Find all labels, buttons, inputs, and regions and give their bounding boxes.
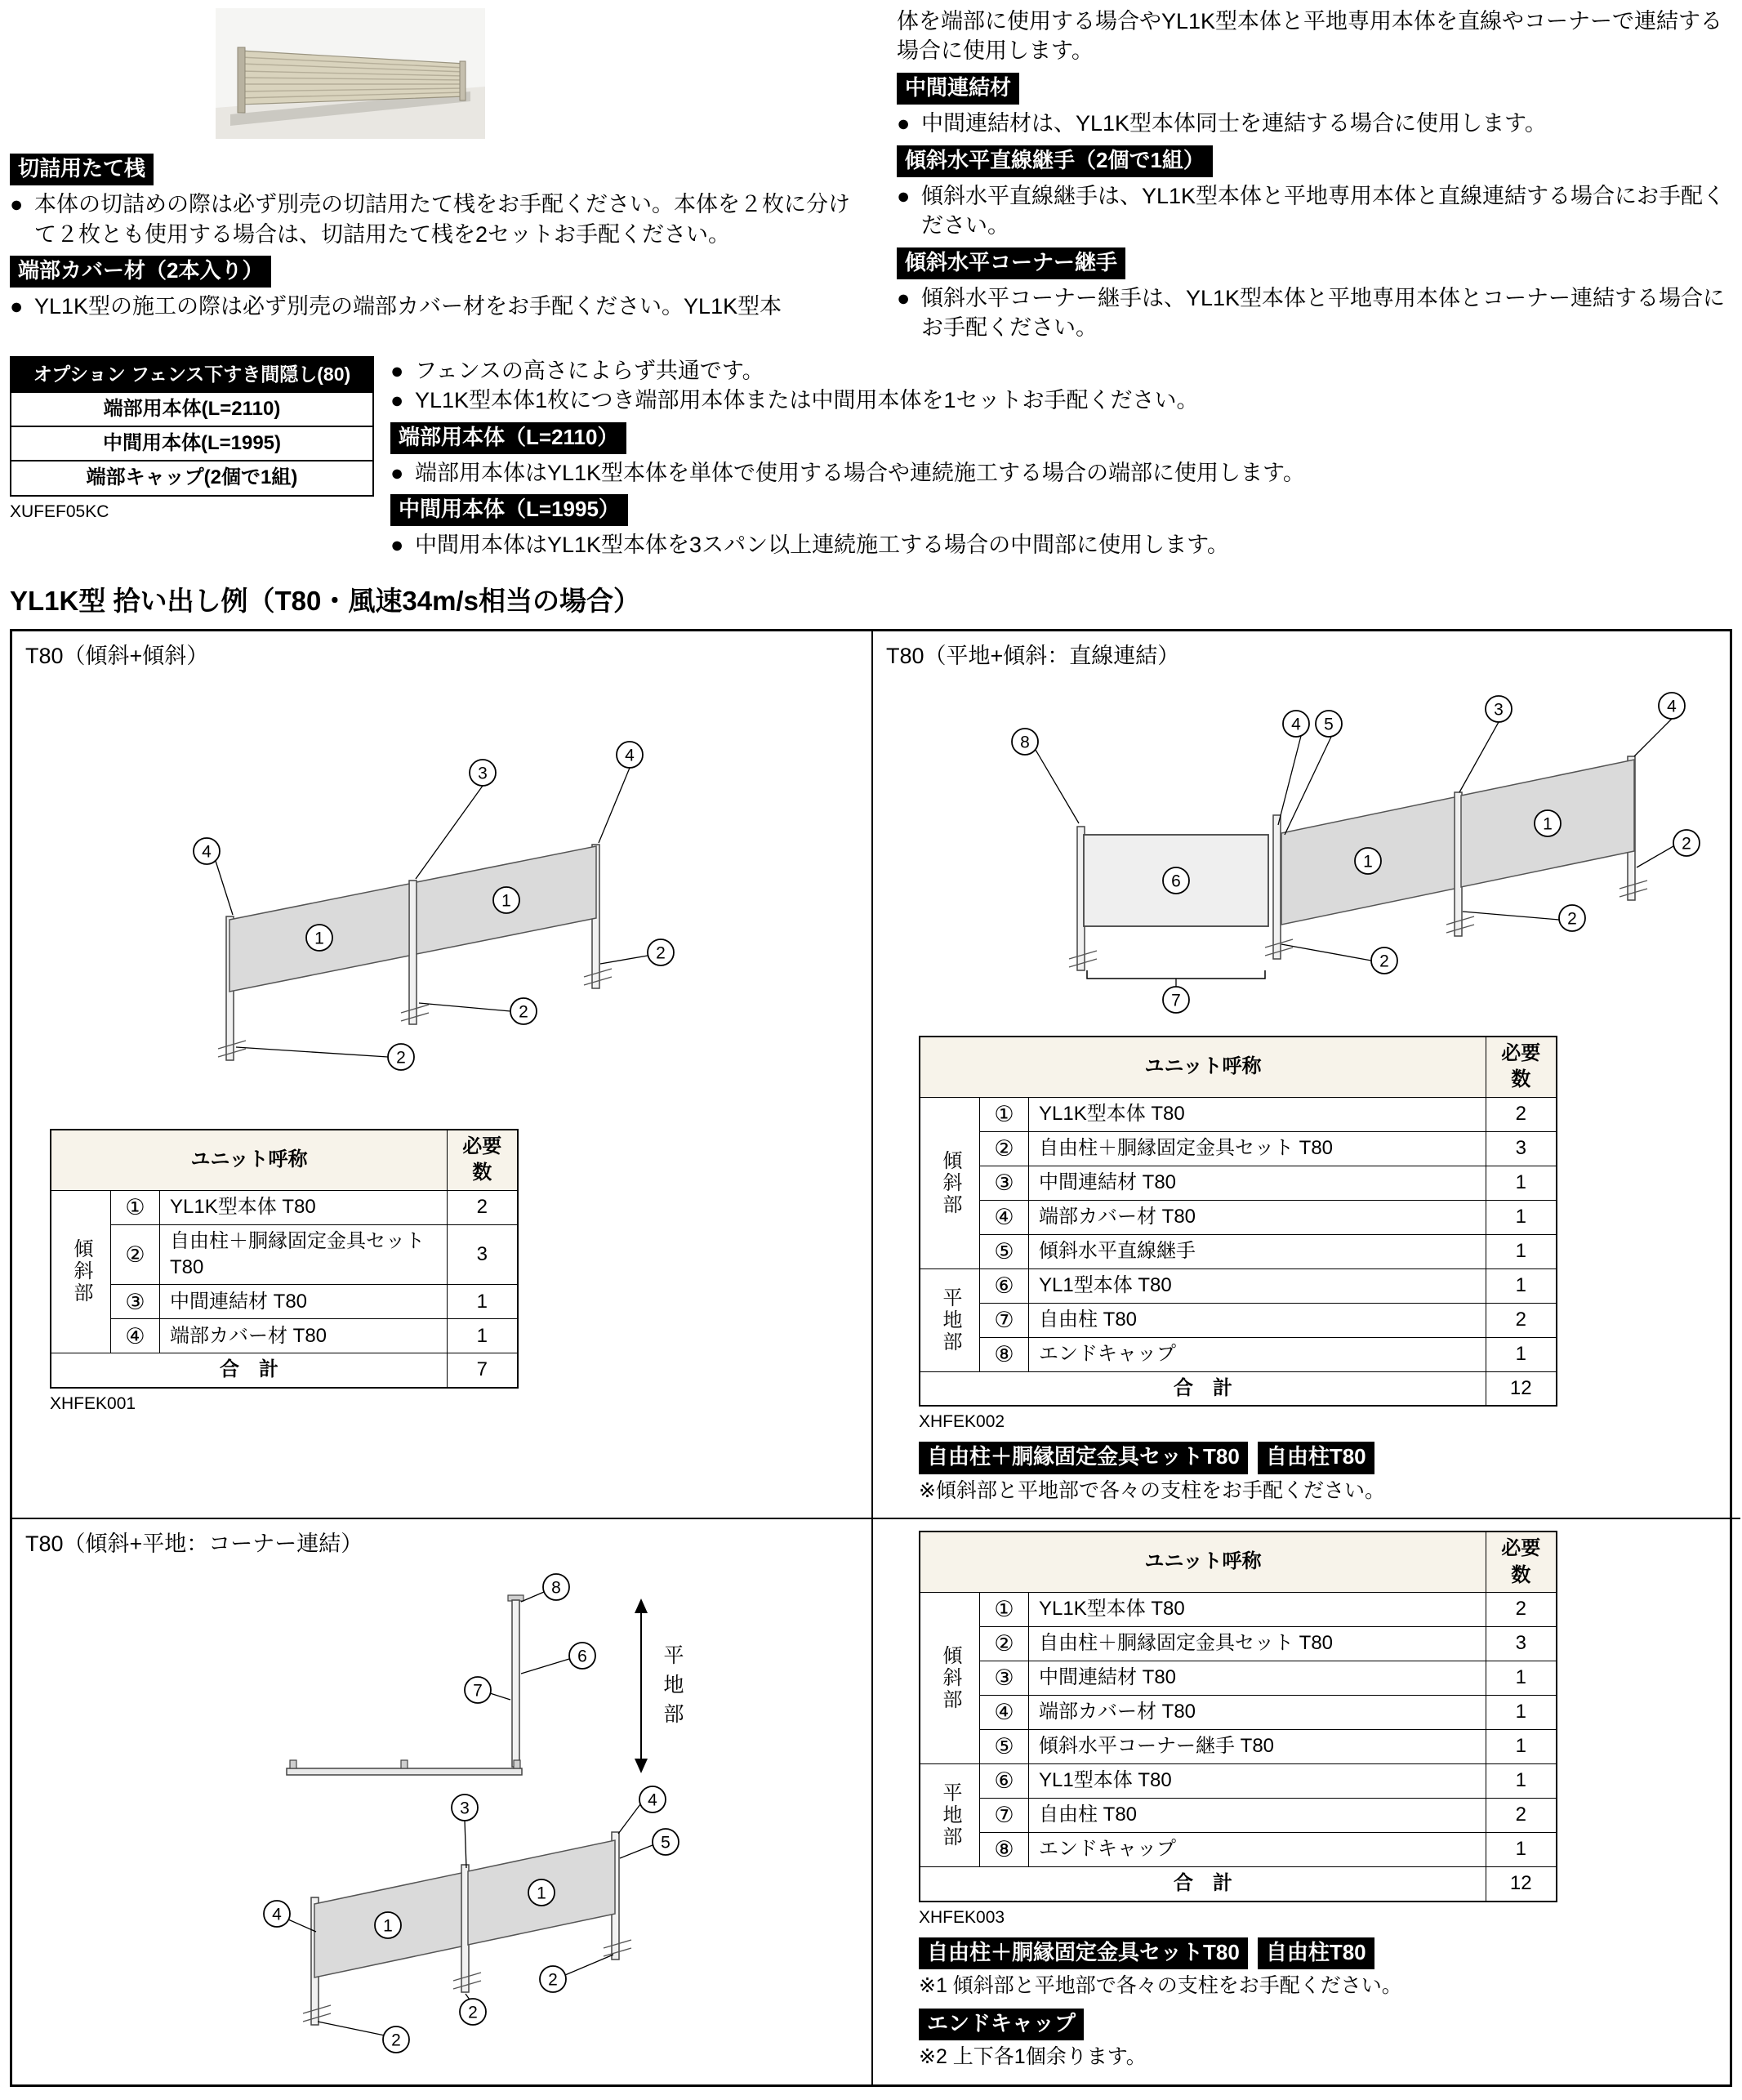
heading-chukan-renketsuzai: 中間連結材 — [897, 73, 1019, 105]
callout-2 — [510, 998, 537, 1024]
cell-qty: 2 — [1486, 1799, 1557, 1833]
svg-text:4: 4 — [625, 746, 635, 765]
total-qty: 7 — [448, 1353, 518, 1388]
group-label-flat: 平地部 — [920, 1764, 980, 1867]
paragraph — [897, 109, 1732, 138]
svg-text:1: 1 — [501, 891, 511, 911]
cell-qty: 1 — [1486, 1764, 1557, 1799]
cell-num: ① — [111, 1190, 160, 1224]
heading-kiritsume-tatezan: 切詰用たて桟 — [10, 154, 154, 185]
paragraph-text: 中間用本体はYL1K型本体を3スパン以上連続施工する場合の中間部に使用します。 — [415, 533, 1229, 558]
cell-num: ③ — [111, 1285, 160, 1319]
paragraph — [897, 283, 1732, 343]
note-text: ※1 傾斜部と平地部で各々の支柱をお手配ください。 — [919, 1974, 1402, 1998]
top-right-column — [897, 7, 1732, 343]
heading-keisha-chokusen-tsugite: 傾斜水平直線継手（2個で1組） — [897, 145, 1213, 177]
post-labels — [919, 1442, 1727, 1474]
cell-qty: 1 — [1486, 1166, 1557, 1200]
column-header-unit-name: ユニット呼称 — [920, 1532, 1486, 1592]
svg-text:2: 2 — [656, 943, 666, 963]
cell-num: ⑥ — [980, 1268, 1029, 1303]
bullet-icon: ● — [390, 460, 404, 485]
cell-name: 自由柱 T80 — [1029, 1303, 1486, 1337]
paragraph — [390, 386, 1732, 415]
cell-num: ③ — [980, 1166, 1029, 1200]
svg-text:2: 2 — [391, 2031, 401, 2050]
callout-1 — [375, 1912, 401, 1938]
cell-num: ⑦ — [980, 1303, 1029, 1337]
callout-3 — [470, 760, 496, 786]
table-row — [920, 1730, 1557, 1764]
callout-1 — [1355, 848, 1381, 874]
callout-2 — [460, 1999, 486, 2025]
cell-qty: 1 — [1486, 1730, 1557, 1764]
q4-parts-table — [919, 1531, 1557, 1902]
group-label-slope: 傾斜部 — [920, 1097, 980, 1268]
flat-extent-arrow — [635, 1598, 684, 1773]
option-row: 端部キャップ(2個で1組) — [11, 461, 373, 495]
svg-text:1: 1 — [1363, 852, 1373, 872]
group-label-slope: 傾斜部 — [920, 1593, 980, 1764]
quadrant-title: T80（傾斜+傾斜） — [25, 644, 209, 669]
table-row — [920, 1696, 1557, 1730]
cell-name: 端部カバー材 T80 — [1029, 1696, 1486, 1730]
cell-num: ② — [980, 1627, 1029, 1661]
note-text: ※2 上下各1個余ります。 — [919, 2045, 1147, 2069]
table-row — [920, 1799, 1557, 1833]
cell-qty: 2 — [1486, 1097, 1557, 1131]
svg-text:2: 2 — [1379, 952, 1389, 971]
callout-5 — [653, 1829, 679, 1855]
bullet-icon: ● — [390, 388, 404, 413]
figure-code: XHFEK002 — [919, 1412, 1005, 1432]
cell-num: ④ — [980, 1200, 1029, 1234]
bullet-icon: ● — [897, 111, 911, 136]
cell-num: ⑤ — [980, 1234, 1029, 1268]
svg-text:2: 2 — [468, 2003, 478, 2022]
cell-qty: 1 — [448, 1319, 518, 1353]
q1-parts-table — [50, 1129, 519, 1389]
bullet-icon: ● — [10, 294, 24, 319]
group-label-flat: 平地部 — [920, 1268, 980, 1371]
svg-text:4: 4 — [202, 842, 212, 862]
label-endcap: エンドキャップ — [919, 2009, 1084, 2040]
table-row — [920, 1337, 1557, 1371]
cell-qty: 1 — [1486, 1268, 1557, 1303]
column-header-qty: 必要数 — [1486, 1037, 1557, 1097]
option-table — [10, 356, 374, 497]
option-table-title: オプション フェンス下すき間隠し(80) — [11, 357, 373, 392]
cell-qty: 1 — [448, 1285, 518, 1319]
paragraph — [390, 356, 1732, 386]
cell-num: ⑧ — [980, 1337, 1029, 1371]
table-row — [920, 1097, 1557, 1131]
cell-qty: 1 — [1486, 1833, 1557, 1867]
cell-qty: 1 — [1486, 1696, 1557, 1730]
paragraph-text: 端部用本体はYL1K型本体を単体で使用する場合や連続施工する場合の端部に使用します。 — [415, 460, 1305, 485]
column-header-qty: 必要数 — [448, 1130, 518, 1190]
top-section — [10, 7, 1732, 343]
cell-name: 端部カバー材 T80 — [160, 1319, 448, 1353]
svg-text:1: 1 — [1543, 814, 1553, 834]
svg-text:5: 5 — [1324, 715, 1334, 734]
callout-7 — [465, 1677, 491, 1703]
figure-code: XHFEK001 — [50, 1393, 136, 1413]
cell-name: 自由柱＋胴縁固定金具セット T80 — [160, 1224, 448, 1285]
table-row — [51, 1285, 518, 1319]
paragraph-text: 傾斜水平コーナー継手は、YL1K型本体と平地専用本体とコーナー連結する場合にお手配ください。 — [921, 285, 1726, 341]
callout-1 — [493, 887, 519, 913]
svg-text:4: 4 — [272, 1905, 282, 1924]
cell-qty: 1 — [1486, 1337, 1557, 1371]
paragraph — [10, 292, 864, 321]
cell-num: ② — [980, 1131, 1029, 1166]
table-row — [11, 426, 373, 461]
total-label: 合 計 — [920, 1371, 1486, 1406]
total-row — [920, 1867, 1557, 1902]
option-section — [10, 356, 1732, 560]
option-text-column — [390, 356, 1732, 560]
paragraph-text: YL1K型の施工の際は必ず別売の端部カバー材をお手配ください。YL1K型本 — [34, 294, 782, 319]
svg-text:4: 4 — [1667, 697, 1677, 716]
svg-text:8: 8 — [551, 1578, 561, 1598]
svg-text:1: 1 — [314, 929, 324, 948]
svg-text:2: 2 — [396, 1048, 406, 1068]
paragraph — [10, 189, 864, 249]
svg-text:1: 1 — [383, 1916, 393, 1936]
diagram-slope-flat-corner — [164, 1564, 801, 2071]
cell-name: YL1K型本体 T80 — [1029, 1097, 1486, 1131]
corner-post — [508, 1595, 523, 1767]
callout-4 — [639, 1786, 666, 1812]
pickup-examples-box — [10, 629, 1732, 2087]
table-row — [51, 1190, 518, 1224]
table-row — [51, 1224, 518, 1285]
quadrant-corner-table — [873, 1519, 1740, 2084]
callout-1 — [528, 1879, 555, 1906]
svg-text:5: 5 — [661, 1833, 671, 1853]
cell-name: 傾斜水平直線継手 — [1029, 1234, 1486, 1268]
section-title: YL1K型 拾い出し例（T80・風速34m/s相当の場合） — [10, 585, 640, 616]
cell-num: ① — [980, 1097, 1029, 1131]
table-row — [51, 1319, 518, 1353]
cell-qty: 3 — [1486, 1627, 1557, 1661]
callout-4 — [1659, 693, 1685, 719]
table-row — [11, 461, 373, 495]
label-jiyubashira-set: 自由柱＋胴縁固定金具セットT80 — [919, 1937, 1248, 1969]
cell-name: エンドキャップ — [1029, 1337, 1486, 1371]
svg-text:2: 2 — [548, 1970, 558, 1990]
callout-8 — [543, 1574, 569, 1600]
svg-text:地: 地 — [663, 1673, 684, 1696]
cell-num: ⑦ — [980, 1799, 1029, 1833]
svg-text:部: 部 — [663, 1702, 684, 1726]
paragraph-text: 中間連結材は、YL1K型本体同士を連結する場合に使用します。 — [921, 111, 1547, 136]
cell-name: 自由柱 T80 — [1029, 1799, 1486, 1833]
heading-tanbu-cover: 端部カバー材（2本入り） — [10, 256, 271, 288]
callout-2 — [388, 1044, 414, 1070]
paragraph-text: フェンスの高さによらず共通です。 — [415, 358, 764, 383]
note-text: ※傾斜部と平地部で各々の支柱をお手配ください。 — [919, 1478, 1385, 1502]
bullet-icon: ● — [390, 533, 404, 558]
column-header-unit-name: ユニット呼称 — [920, 1037, 1486, 1097]
table-row — [920, 1200, 1557, 1234]
quadrant-slope-slope — [12, 631, 873, 1519]
cell-name: YL1型本体 T80 — [1029, 1764, 1486, 1799]
cell-name: 中間連結材 T80 — [1029, 1166, 1486, 1200]
quadrant-flat-slope-straight — [873, 631, 1740, 1519]
cell-qty: 3 — [1486, 1131, 1557, 1166]
table-row — [920, 1593, 1557, 1627]
svg-text:6: 6 — [1171, 872, 1181, 891]
bullet-icon: ● — [897, 183, 911, 208]
table-row — [920, 1661, 1557, 1696]
fence-product-image — [216, 8, 485, 139]
paragraph — [390, 530, 1732, 560]
label-jiyubashira-set: 自由柱＋胴縁固定金具セットT80 — [919, 1442, 1248, 1474]
callout-3 — [452, 1795, 478, 1821]
table-row — [920, 1166, 1557, 1200]
callout-8 — [1012, 729, 1038, 755]
total-label: 合 計 — [51, 1353, 448, 1388]
bullet-icon: ● — [10, 192, 24, 217]
svg-text:4: 4 — [648, 1790, 657, 1810]
cell-num: ④ — [980, 1696, 1029, 1730]
paragraph-text: 本体の切詰めの際は必ず別売の切詰用たて桟をお手配ください。本体を２枚に分けて２枚とも使用する場合は、切詰用たて桟を2セットお手配ください。 — [34, 192, 850, 247]
cell-name: YL1型本体 T80 — [1029, 1268, 1486, 1303]
callout-2 — [648, 939, 674, 965]
table-row — [920, 1131, 1557, 1166]
cell-qty: 1 — [1486, 1661, 1557, 1696]
callout-6 — [1163, 867, 1189, 894]
table-row — [920, 1764, 1557, 1799]
cell-num: ⑤ — [980, 1730, 1029, 1764]
heading-keisha-corner-tsugite: 傾斜水平コーナー継手 — [897, 247, 1125, 279]
callout-1 — [1535, 810, 1561, 836]
callout-4 — [617, 742, 643, 768]
paragraph-text: 傾斜水平直線継手は、YL1K型本体と平地専用本体と直線連結する場合にお手配ください。 — [921, 183, 1726, 239]
svg-text:4: 4 — [1291, 715, 1301, 734]
paragraph — [390, 458, 1732, 488]
callout-4 — [1283, 711, 1309, 737]
cell-name: 傾斜水平コーナー継手 T80 — [1029, 1730, 1486, 1764]
table-row — [920, 1234, 1557, 1268]
callout-2 — [1559, 905, 1585, 931]
cell-qty: 2 — [448, 1190, 518, 1224]
callout-2 — [1673, 830, 1700, 856]
option-row: 中間用本体(L=1995) — [11, 426, 373, 461]
table-row — [920, 1627, 1557, 1661]
callout-6 — [569, 1643, 595, 1669]
callout-3 — [1486, 696, 1512, 722]
callout-2 — [540, 1966, 566, 1992]
cell-name: YL1K型本体 T80 — [1029, 1593, 1486, 1627]
total-label: 合 計 — [920, 1867, 1486, 1902]
callout-2 — [383, 2026, 409, 2053]
cell-num: ② — [111, 1224, 160, 1285]
cell-qty: 2 — [1486, 1593, 1557, 1627]
cell-qty: 3 — [448, 1224, 518, 1285]
svg-text:3: 3 — [478, 764, 488, 783]
table-row — [11, 392, 373, 426]
svg-text:平: 平 — [663, 1643, 684, 1667]
table-row — [920, 1268, 1557, 1303]
cell-num: ⑥ — [980, 1764, 1029, 1799]
quadrant-slope-flat-corner — [12, 1519, 873, 2084]
callout-2 — [1371, 947, 1397, 974]
svg-text:8: 8 — [1020, 733, 1030, 752]
bullet-icon: ● — [390, 358, 404, 383]
cell-qty: 1 — [1486, 1234, 1557, 1268]
column-header-unit-name: ユニット呼称 — [51, 1130, 448, 1190]
svg-text:1: 1 — [537, 1884, 546, 1903]
total-row — [920, 1371, 1557, 1406]
column-header-qty: 必要数 — [1486, 1532, 1557, 1592]
callout-4 — [264, 1901, 290, 1927]
cell-num: ① — [980, 1593, 1029, 1627]
diagram-slope-slope — [131, 676, 752, 1101]
svg-text:2: 2 — [1682, 834, 1691, 854]
callout-7 — [1163, 987, 1189, 1013]
total-row — [51, 1353, 518, 1388]
cell-name: 中間連結材 T80 — [1029, 1661, 1486, 1696]
heading-tanbu-hontai: 端部用本体（L=2110） — [390, 422, 626, 454]
cell-num: ⑧ — [980, 1833, 1029, 1867]
diagram-flat-slope-straight — [927, 673, 1727, 1024]
cell-name: 中間連結材 T80 — [160, 1285, 448, 1319]
q2-parts-table — [919, 1036, 1557, 1407]
cell-name: YL1K型本体 T80 — [160, 1190, 448, 1224]
continuation-text: 体を端部に使用する場合やYL1K型本体と平地専用本体を直線やコーナーで連結する場合に使用します。 — [897, 9, 1723, 64]
group-label-slope: 傾斜部 — [51, 1190, 111, 1353]
top-left-column — [10, 7, 864, 343]
flat-rail — [287, 1760, 522, 1775]
option-table-column — [10, 356, 374, 560]
svg-text:3: 3 — [1494, 700, 1504, 720]
bullet-icon: ● — [897, 285, 911, 310]
cell-qty: 1 — [1486, 1200, 1557, 1234]
label-jiyubashira: 自由柱T80 — [1258, 1937, 1374, 1969]
quadrant-title: T80（平地+傾斜：直線連結） — [886, 644, 1180, 669]
callout-5 — [1316, 711, 1342, 737]
table-row — [920, 1303, 1557, 1337]
paragraph — [897, 181, 1732, 241]
callout-4 — [194, 838, 220, 864]
svg-text:7: 7 — [473, 1681, 483, 1701]
table-row — [920, 1833, 1557, 1867]
heading-chukan-hontai: 中間用本体（L=1995） — [390, 494, 628, 526]
total-qty: 12 — [1486, 1867, 1557, 1902]
cell-qty: 2 — [1486, 1303, 1557, 1337]
label-jiyubashira: 自由柱T80 — [1258, 1442, 1374, 1474]
callout-1 — [306, 925, 332, 951]
endcap-label-row — [919, 2009, 1727, 2040]
cell-name: 自由柱＋胴縁固定金具セット T80 — [1029, 1627, 1486, 1661]
svg-text:3: 3 — [460, 1799, 470, 1818]
svg-text:2: 2 — [519, 1002, 528, 1022]
cell-num: ③ — [980, 1661, 1029, 1696]
figure-code: XUFEF05KC — [10, 502, 109, 521]
fence-panels — [1084, 760, 1634, 929]
svg-text:6: 6 — [577, 1647, 587, 1666]
svg-text:7: 7 — [1171, 991, 1181, 1010]
figure-code: XHFEK003 — [919, 1907, 1005, 1927]
option-row: 端部用本体(L=2110) — [11, 392, 373, 426]
cell-name: 自由柱＋胴縁固定金具セット T80 — [1029, 1131, 1486, 1166]
product-photo — [216, 8, 485, 139]
quadrant-title: T80（傾斜+平地：コーナー連結） — [25, 1532, 363, 1557]
paragraph-text: YL1K型本体1枚につき端部用本体または中間用本体を1セットお手配ください。 — [415, 388, 1199, 413]
cell-num: ④ — [111, 1319, 160, 1353]
cell-name: 端部カバー材 T80 — [1029, 1200, 1486, 1234]
total-qty: 12 — [1486, 1371, 1557, 1406]
cell-name: エンドキャップ — [1029, 1833, 1486, 1867]
svg-text:2: 2 — [1567, 909, 1577, 929]
